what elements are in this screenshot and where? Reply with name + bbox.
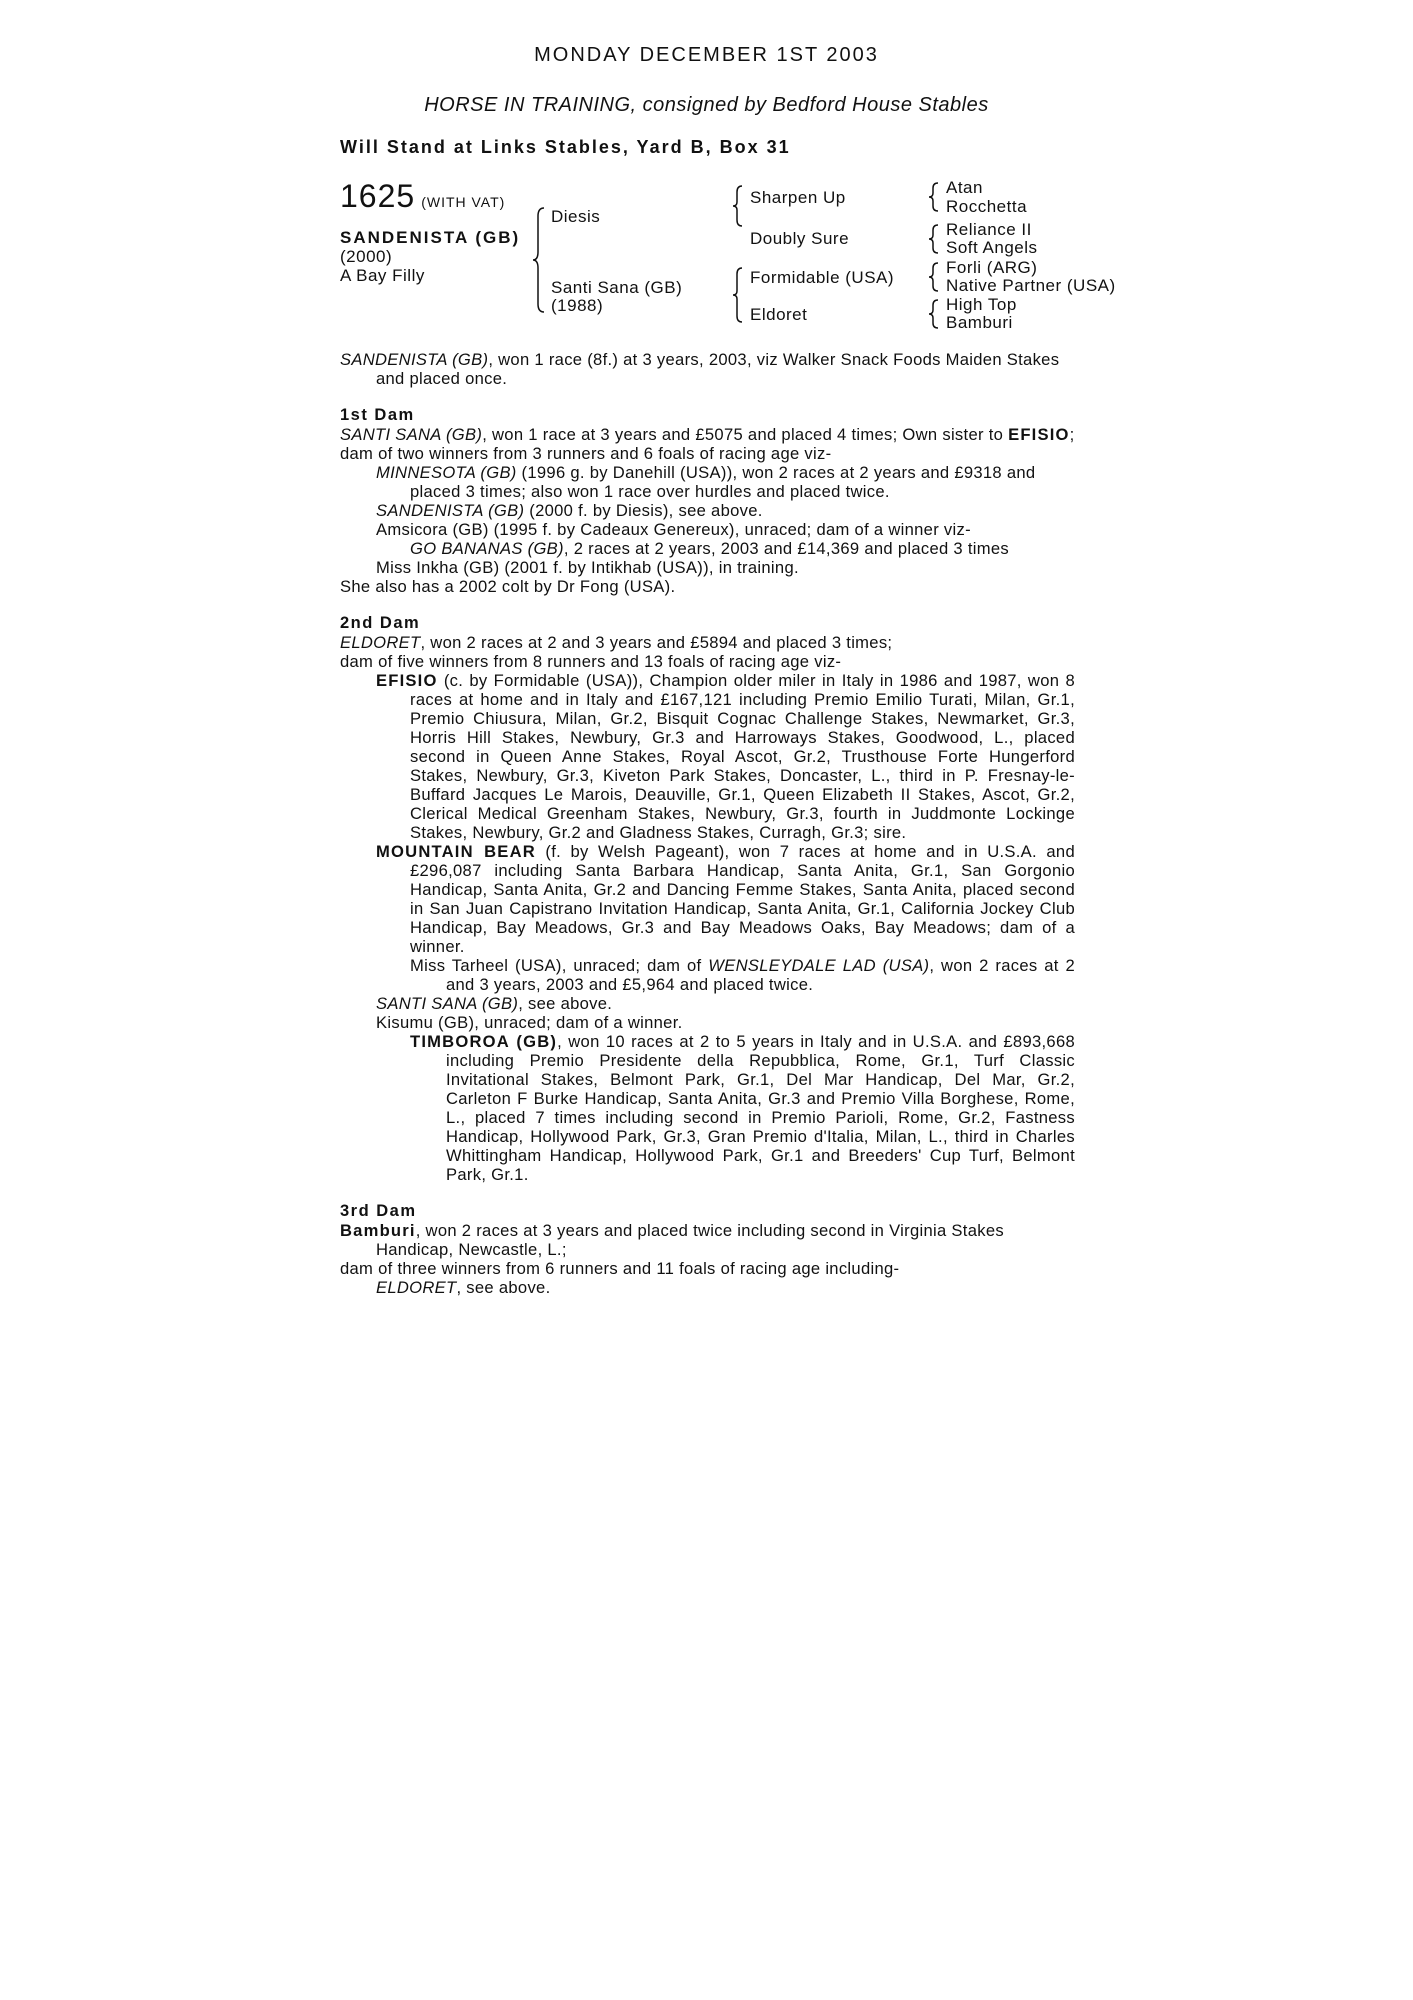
efisio-text: (c. by Formidable (USA)), Champion older miler in Italy in 1986 and 1987, won 8 races at home and in Italy and £167,121 including Premio Emilio Turati, Milan, Gr.1, Premio Chiusura, Milan, Gr.2, Bisquit Cognac Challenge Stakes, Newmarket, Gr.3, Horris Hill Stakes, Newbury, Gr.3 and Harroways Stakes, Goodwood, L., placed second in Queen Anne Stakes, Royal Ascot, Gr.2, Trusthouse Forte Hungerford Stakes, Newbury, Gr.3, Kiveton Park Stakes, Doncaster, L., third in P. Fresnay-le-Buffard Jacques Le Marois, Deauville, Gr.1, Queen Elizabeth II Stakes, Ascot, Gr.2, Clerical Medical Greenham Stakes, Newbury, Gr.3, fourth in Juddmonte Lockinge Stakes, Newbury, Gr.2 and Gladness Stakes, Curragh, Gr.3; sire. [410, 671, 1075, 842]
wensleydale-lad-text: , won 2 races at 2 and 3 years, 2003 and £5,964 and placed twice. [446, 956, 1075, 994]
first-dam-produce-4: Miss Inkha (GB) (2001 f. by Intikhab (USA)), in training. [376, 558, 799, 577]
first-dam-produce-1 [340, 463, 1075, 501]
timboroa-text: , won 10 races at 2 to 5 years in Italy and in U.S.A. and £893,668 including Premio Presidente della Repubblica, Rome, Gr.1, Turf Classic Invitational Stakes, Belmont Park, Gr.1, Del Mar Handicap, Del Mar, Gr.2, Carleton F Burke Handicap, Santa Anita, Gr.3 and Premio Villa Borghese, Rome, L., placed 7 times including second in Premio Parioli, Rome, Gr.2, Fastness Handicap, Hollywood Park, Gr.3, Gran Premio d'Italia, Milan, L., third in Charles Whittingham Handicap, Hollywood Park, Gr.1 and Breeders' Cup Turf, Belmont Park, Gr.1. [446, 1032, 1076, 1184]
miss-tarheel-text: Miss Tarheel (USA), unraced; dam of [410, 956, 709, 975]
vat-note: (WITH VAT) [421, 194, 506, 210]
mountain-bear-text: (f. by Welsh Pageant), won 7 races at home and in U.S.A. and £296,087 including Santa Barbara Handicap, Santa Anita, Gr.1, San Gorgonio Handicap, Santa Anita, Gr.2 and Dancing Femme Stakes, Santa Anita, placed second in San Juan Capistrano Invitation Handicap, Santa Anita, Gr.1, California Jockey Club Handicap, Bay Meadows, Gr.3 and Bay Meadows Oaks, Bay Meadows; dam of a winner. [410, 842, 1075, 956]
pedigree-dam-dam: Eldoret [750, 305, 808, 324]
horse-description: A Bay Filly [340, 266, 425, 285]
second-dam-produce-summary: dam of five winners from 8 runners and 13 foals of racing age viz- [340, 652, 842, 671]
produce-2-name: SANDENISTA (GB) [376, 501, 525, 520]
pedigree-brace-7 [928, 298, 940, 330]
pedigree-sire: Diesis [551, 207, 601, 226]
first-dam-produce-summary: dam of two winners from 3 runners and 6 foals of racing age viz- [340, 444, 832, 463]
grandproduce-text: , 2 races at 2 years, 2003 and £14,369 and placed 3 times [563, 539, 1010, 558]
second-dam-heading: 2nd Dam [340, 614, 421, 632]
pedigree-g2: Rocchetta [946, 197, 1028, 216]
pedigree-brace-6 [928, 261, 940, 293]
pedigree-sire-sire: Sharpen Up [750, 188, 846, 207]
second-dam-grandproduce-timboroa [340, 1032, 1075, 1184]
race-record-text: , won 1 race (8f.) at 3 years, 2003, viz Walker Snack Foods Maiden Stakes and placed once. [376, 350, 1060, 388]
consignment-line: HORSE IN TRAINING, consigned by Bedford House Stables [424, 94, 989, 116]
pedigree-g5: Forli (ARG) [946, 258, 1038, 277]
produce-1-name: MINNESOTA (GB) [376, 463, 517, 482]
pedigree-g8: Bamburi [946, 313, 1013, 332]
wensleydale-lad-name: WENSLEYDALE LAD (USA) [708, 956, 930, 975]
pedigree-g6: Native Partner (USA) [946, 276, 1116, 295]
pedigree-dam: Santi Sana (GB) [551, 278, 683, 297]
race-record [340, 350, 1075, 388]
race-record-horse: SANDENISTA (GB) [340, 350, 489, 369]
third-dam-produce-1 [340, 1278, 1075, 1297]
second-dam-record: , won 2 races at 2 and 3 years and £5894 and placed 3 times; [420, 633, 893, 652]
pedigree-brace-3 [732, 266, 744, 324]
pedigree-brace-4 [928, 181, 940, 213]
santi-sana-name: SANTI SANA (GB) [376, 994, 519, 1013]
second-dam-produce-kisumu: Kisumu (GB), unraced; dam of a winner. [376, 1013, 683, 1032]
horse-name: SANDENISTA (GB) [340, 228, 521, 247]
horse-year: (2000) [340, 247, 393, 266]
third-dam-produce-summary: dam of three winners from 6 runners and 11 foals of racing age including- [340, 1259, 900, 1278]
stabling-location: Will Stand at Links Stables, Yard B, Box 31 [340, 137, 791, 157]
pedigree-brace-2 [732, 184, 744, 228]
second-dam-name: ELDORET [340, 633, 421, 652]
second-dam-produce-mountain-bear [340, 842, 1075, 956]
third-dam-line1 [340, 1221, 1075, 1259]
pedigree-g3: Reliance II [946, 220, 1032, 239]
mountain-bear-name: MOUNTAIN BEAR [376, 842, 536, 861]
timboroa-name: TIMBOROA (GB) [410, 1032, 558, 1051]
produce-2-text: (2000 f. by Diesis), see above. [524, 501, 763, 520]
pedigree-brace-1 [532, 206, 546, 314]
first-dam-name: SANTI SANA (GB) [340, 425, 483, 444]
pedigree-dam-year: (1988) [551, 296, 604, 315]
sale-date: MONDAY DECEMBER 1ST 2003 [534, 44, 879, 66]
lot-number-value: 1625 [340, 178, 416, 214]
second-dam-produce-efisio [340, 671, 1075, 842]
pedigree-brace-5 [928, 223, 940, 255]
second-dam-line1 [340, 633, 1075, 652]
pedigree-g4: Soft Angels [946, 238, 1038, 257]
first-dam-produce-2 [340, 501, 1075, 520]
first-dam-line1 [340, 425, 1075, 444]
first-dam-produce-3: Amsicora (GB) (1995 f. by Cadeaux Genereux), unraced; dam of a winner viz- [376, 520, 971, 539]
first-dam-sibling: EFISIO [1008, 425, 1070, 444]
third-dam-record: , won 2 races at 3 years and placed twice including second in Virginia Stakes Handicap, Newcastle, L.; [376, 1221, 1004, 1259]
grandproduce-name: GO BANANAS (GB) [410, 539, 564, 558]
second-dam-grandproduce-miss-tarheel [340, 956, 1075, 994]
second-dam-produce-santi-sana [340, 994, 1075, 1013]
third-dam-heading: 3rd Dam [340, 1202, 417, 1220]
first-dam-heading: 1st Dam [340, 406, 415, 424]
lot-number [340, 178, 505, 215]
first-dam-end: ; [1069, 425, 1075, 444]
third-dam-name: Bamburi [340, 1221, 416, 1240]
efisio-name: EFISIO [376, 671, 438, 690]
first-dam-record: , won 1 race at 3 years and £5075 and placed 4 times; Own sister to [482, 425, 1009, 444]
first-dam-note: She also has a 2002 colt by Dr Fong (USA). [340, 577, 676, 596]
pedigree-g1: Atan [946, 178, 983, 197]
pedigree-sire-dam: Doubly Sure [750, 229, 850, 248]
produce-1-text: (1996 g. by Danehill (USA)), won 2 races at 2 years and £9318 and placed 3 times; also won 1 race over hurdles and placed twice. [410, 463, 1036, 501]
third-dam-produce-name: ELDORET [376, 1278, 457, 1297]
pedigree-g7: High Top [946, 295, 1017, 314]
first-dam-grandproduce [340, 539, 1075, 558]
santi-sana-text: , see above. [518, 994, 613, 1013]
pedigree-dam-sire: Formidable (USA) [750, 268, 895, 287]
catalogue-body [340, 350, 1075, 1297]
third-dam-produce-text: , see above. [456, 1278, 551, 1297]
